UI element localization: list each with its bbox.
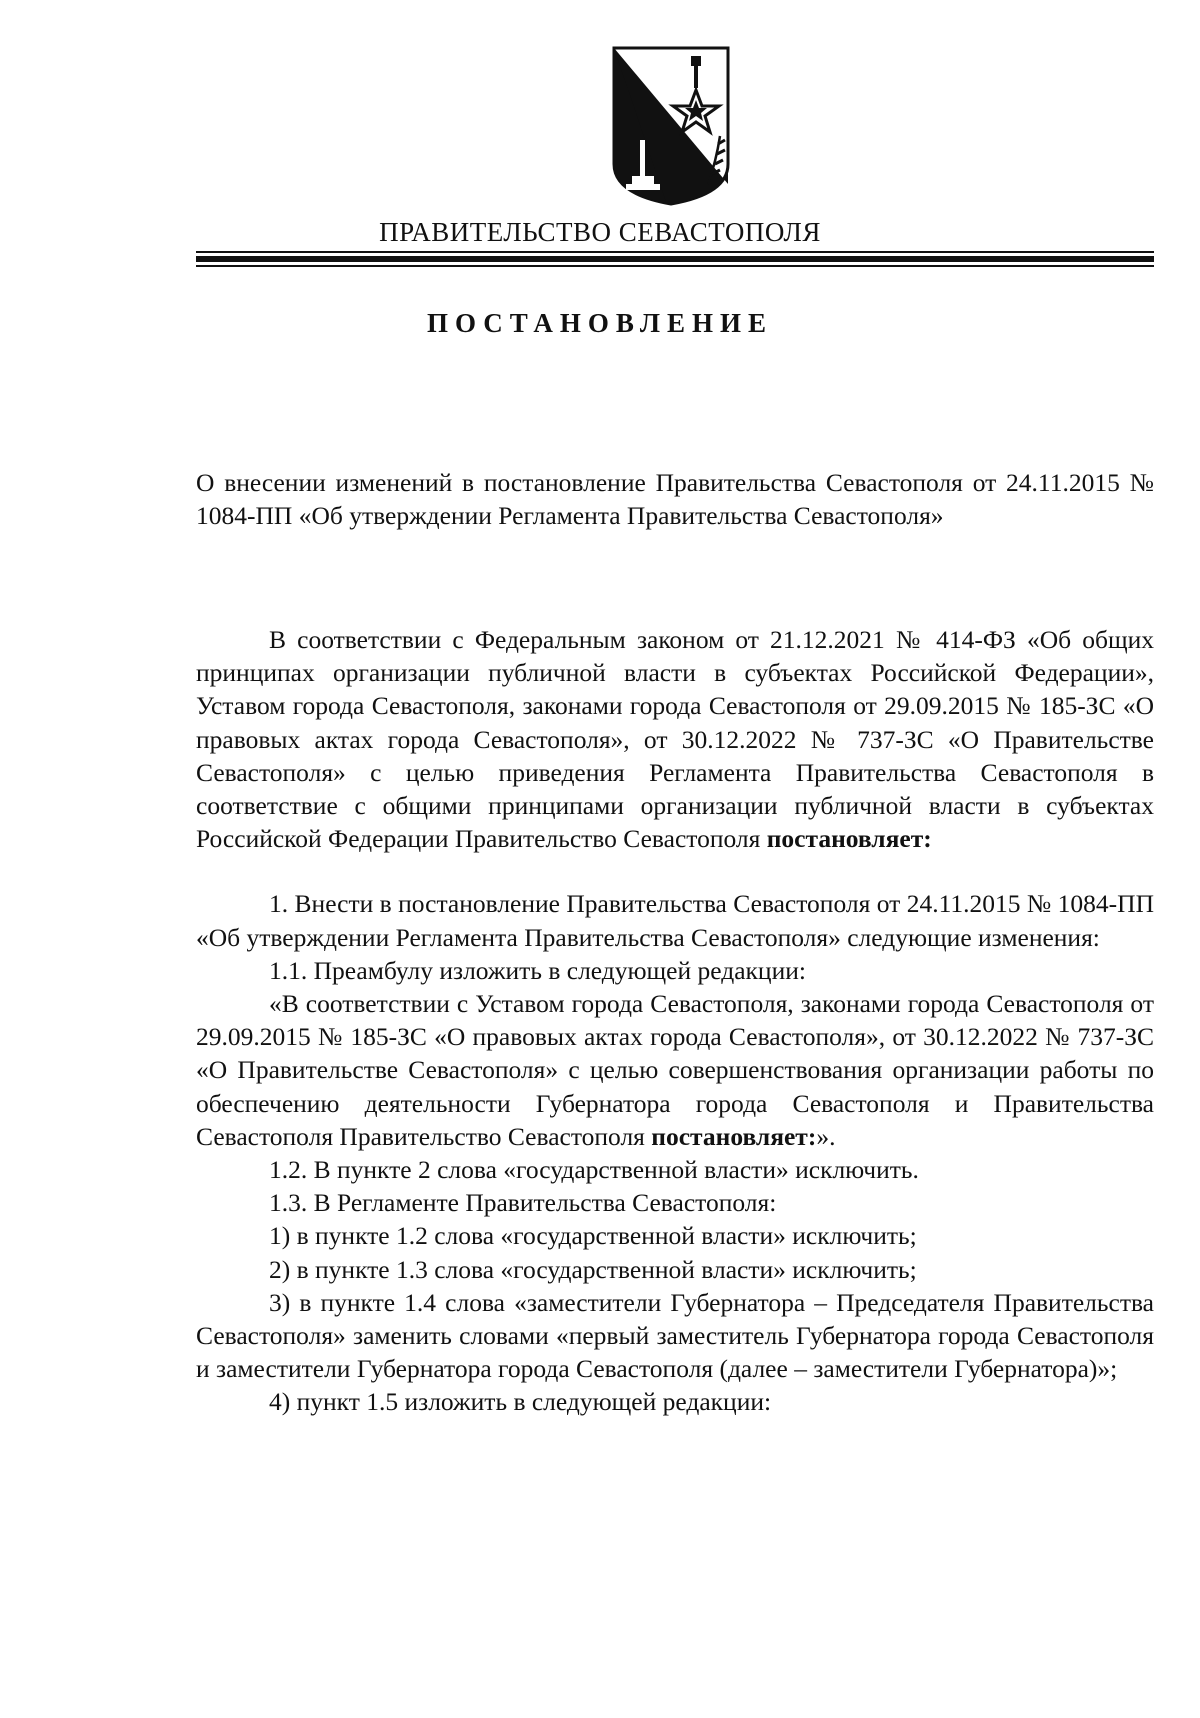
title-text: О внесении изменений в постановление Правительства Севастополя от 24.11.2015 № 1084-ПП «Об утверждении Регламента Правительства Севастополя» <box>196 468 1154 531</box>
document-body <box>196 623 1154 1419</box>
quoted-preamble <box>196 987 1154 1153</box>
preamble-text: В соответствии с Федеральным законом от 21.12.2021 № 414-ФЗ «Об общих принципах организации публичной власти в субъектах Российской Федерации», Уставом города Севастополя, законами города Севастополя от 29.09.2015 № 185-ЗС «О правовых актах города Севастополя», от 30.12.2022 № 737-ЗС «О Правительстве Севастополя» с целью приведения Регламента Правительства Севастополя в соответствие с общими принципами организации публичной власти в субъектах Российской Федерации Правительство Севастополя <box>196 625 1154 854</box>
header-rule-thick <box>196 256 1154 262</box>
sevastopol-coat-of-arms-icon <box>608 44 734 206</box>
header-rule-bottom <box>196 265 1154 267</box>
quoted-preamble-end: ». <box>816 1121 836 1151</box>
item-1: 1. Внести в постановление Правительства Севастополя от 24.11.2015 № 1084-ПП «Об утверждении Регламента Правительства Севастополя» следующие изменения: <box>196 889 1154 952</box>
subitem-2: 2) в пункте 1.3 слова «государственной власти» исключить; <box>269 1254 917 1284</box>
header-rule-top <box>196 251 1154 253</box>
preamble-verb: постановляет: <box>766 824 932 854</box>
item-1-2: 1.2. В пункте 2 слова «государственной власти» исключить. <box>269 1155 919 1185</box>
document-title <box>196 466 1154 532</box>
organization-name: ПРАВИТЕЛЬСТВО СЕВАСТОПОЛЯ <box>379 217 821 247</box>
item-1-1: 1.1. Преамбулу изложить в следующей редакции: <box>269 955 806 985</box>
subitem-3: 3) в пункте 1.4 слова «заместители Губернатора – Председателя Правительства Севастополя» заменить словами «первый заместитель Губернатора города Севастополя и заместители Губернатора города Севастополя (далее – заместители Губернатора)»; <box>196 1287 1154 1384</box>
preamble-paragraph <box>196 623 1154 855</box>
subitem-4: 4) пункт 1.5 изложить в следующей редакции: <box>269 1387 772 1417</box>
quoted-preamble-text: «В соответствии с Уставом города Севастополя, законами города Севастополя от 29.09.2015 № 185-ЗС «О правовых актах города Севастополя», от 30.12.2022 № 737-ЗС «О Правительстве Севастополя» с целью совершенствования организации работы по обеспечению деятельности Губернатора города Севастополя и Правительства Севастополя Правительство Севастополя <box>196 989 1154 1151</box>
subitem-1: 1) в пункте 1.2 слова «государственной власти» исключить; <box>269 1221 917 1251</box>
quoted-preamble-verb: постановляет: <box>651 1121 817 1151</box>
paragraph-gap <box>196 855 1154 887</box>
document-type-heading: ПОСТАНОВЛЕНИЕ <box>426 308 774 338</box>
item-1-3: 1.3. В Регламенте Правительства Севастополя: <box>269 1188 777 1218</box>
